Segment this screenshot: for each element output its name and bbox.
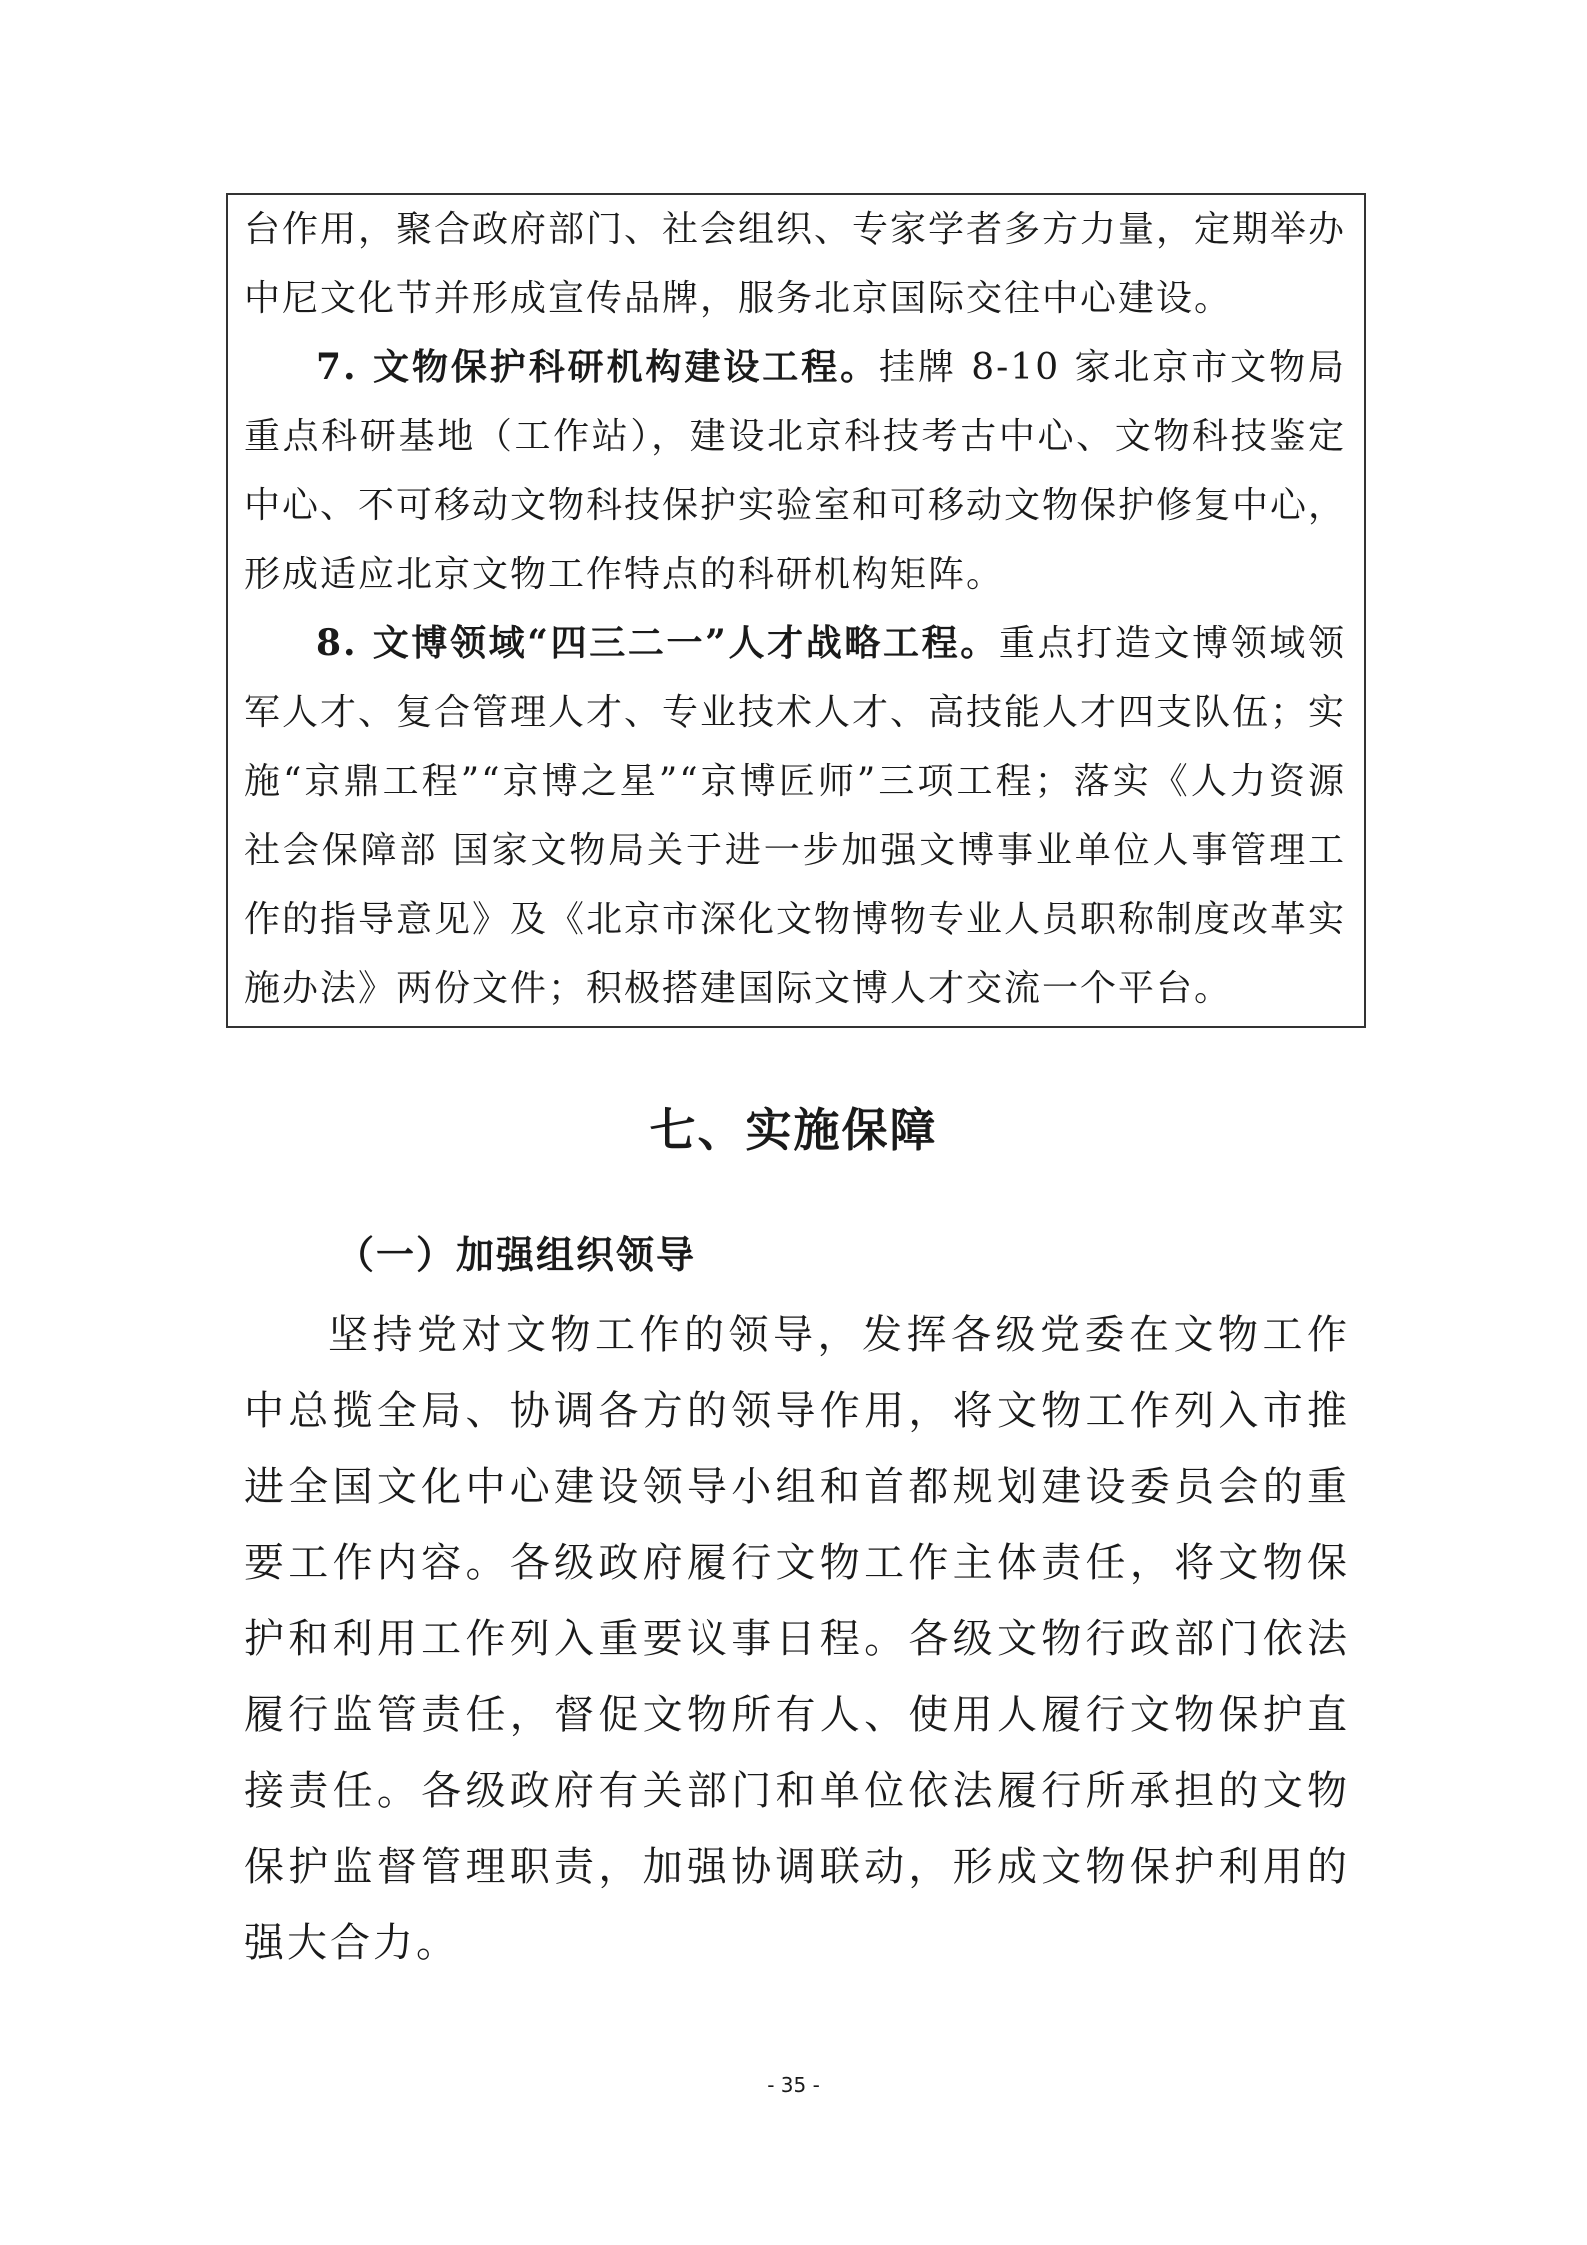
item-8-paragraph [244, 609, 1346, 1023]
subsection-title: （一）加强组织领导 [336, 1232, 697, 1277]
item-7-text: 挂牌 8-10 家北京市文物局重点科研基地（工作站），建设北京科技考古中心、文物科技鉴定中心、不可移动文物科技保护实验室和可移动文物保护修复中心，形成适应北京文物工作特点的科研机构矩阵。 [244, 347, 1347, 595]
body-paragraph: 坚持党对文物工作的领导，发挥各级党委在文物工作中总揽全局、协调各方的领导作用，将文物工作列入市推进全国文化中心建设领导小组和首都规划建设委员会的重要工作内容。各级政府履行文物工作主体责任，将文物保护和利用工作列入重要议事日程。各级文物行政部门依法履行监管责任，督促文物所有人、使用人履行文物保护直接责任。各级政府有关部门和单位依法履行所承担的文物保护监督管理职责，加强协调联动，形成文物保护利用的强大合力。 [244, 1312, 1350, 1966]
item-8-lead: 8. 文博领域“四三二一”人才战略工程。 [316, 622, 999, 664]
box-paragraph-continued: 台作用，聚合政府部门、社会组织、专家学者多方力量，定期举办中尼文化节并形成宣传品牌，服务北京国际交往中心建设。 [244, 209, 1347, 319]
item-7-lead: 7. 文物保护科研机构建设工程。 [316, 346, 880, 388]
page-number: - 35 - [767, 2073, 820, 2097]
item-8-text: 重点打造文博领域领军人才、复合管理人才、专业技术人才、高技能人才四支队伍；实施“京鼎工程”“京博之星”“京博匠师”三项工程；落实《人力资源社会保障部 国家文物局关于进一步加强文博事业单位人事管理工作的指导意见》及《北京市深化文物博物专业人员职称制度改革实施办法》两份文件；积极搭建国际文博人才交流一个平台。 [244, 623, 1347, 1009]
item-7-paragraph [244, 333, 1346, 609]
project-box [226, 193, 1366, 1028]
section-title: 七、实施保障 [649, 1103, 938, 1157]
